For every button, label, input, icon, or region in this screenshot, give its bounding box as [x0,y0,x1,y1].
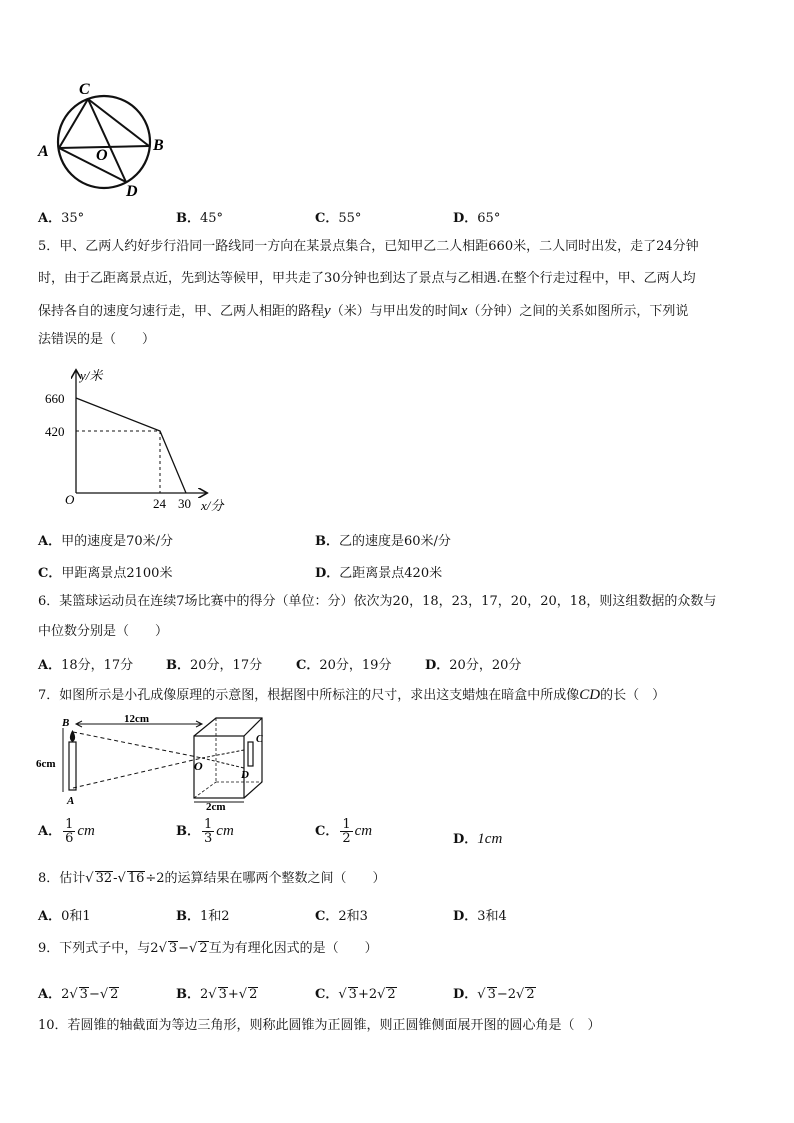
q6-option-a[interactable]: A．18分，17分 [38,658,134,673]
q10-text-line: 10．若圆锥的轴截面为等边三角形，则称此圆锥为正圆锥，则正圆锥侧面展开图的圆心角是（ ） [38,1018,601,1033]
q5-text-line-3: 保持各自的速度匀速行走，甲、乙两人相距的路程y（米）与甲出发的时间x（分钟）之间的关系如图所示，下列说 [38,303,689,319]
q4-option-c[interactable]: C．55° [315,211,362,226]
q4-option-a[interactable]: A．35° [38,211,85,226]
q4-option-b[interactable]: B．45° [176,211,224,226]
q5-text-line-1: 5．甲、乙两人约好步行沿同一路线同一方向在某景点集合，已知甲乙二人相距660米，二人同时出发，走了24分钟 [38,239,699,254]
point-D-label: D [126,183,138,198]
q9-option-a[interactable]: A．2√ 3−√ 2 [38,987,119,1002]
q9-option-b[interactable]: B．2√ 3+√ 2 [176,987,258,1002]
q6-option-c[interactable]: C．20分，19分 [296,658,392,673]
q7-option-d[interactable]: D．1cm [453,831,503,847]
q9-option-c[interactable]: C．√ 3+2√ 2 [315,987,396,1002]
q6-option-d[interactable]: D．20分，20分 [425,658,522,673]
q8-option-b[interactable]: B．1和2 [176,909,230,924]
q4-option-d[interactable]: D．65° [453,211,501,226]
q7-option-a[interactable]: A． $\frac{1}{6}$ cm [38,817,95,846]
y-tick-420: 420 [45,424,65,439]
q5-option-c[interactable]: C．甲距离景点2100米 [38,566,173,581]
y-axis-label: y/米 [80,368,103,383]
q6-option-b[interactable]: B．20分，17分 [166,658,263,673]
dim-12cm: 12cm [124,713,150,725]
q9-option-d[interactable]: D．√ 3−2√ 2 [453,987,535,1002]
point-C-label: C [79,81,90,98]
q5-text-line-2: 时，由于乙距离景点近，先到达等候甲，甲共走了30分钟也到达了景点与乙相遇.在整个行走过程中，甲、乙两人均 [38,271,696,286]
q6-text-line-1: 6．某篮球运动员在连续7场比赛中的得分（单位：分）依次为20，18，23，17，20，20，18，则这组数据的众数与 [38,594,717,609]
point-A-label: A [67,795,75,807]
q9-text-line: 9．下列式子中，与2√ 3−√ 2互为有理化因式的是（ ） [38,941,378,956]
q8-text-line: 8．估计√ 32-√ 16÷2的运算结果在哪两个整数之间（ ） [38,871,386,886]
q5-option-a[interactable]: A．甲的速度是70米/分 [38,534,174,549]
origin-label: O [65,492,75,507]
point-O-label: O [194,759,203,773]
x-tick-24: 24 [153,496,166,511]
point-D-label: D [241,769,249,781]
point-B-label: B [62,717,70,729]
dim-2cm: 2cm [206,801,226,812]
point-B-label: B [153,137,164,154]
dim-6cm: 6cm [36,758,56,770]
q5-option-b[interactable]: B．乙的速度是60米/分 [315,534,451,549]
q8-option-a[interactable]: A．0和1 [38,909,91,924]
q6-text-line-2: 中位数分别是（ ） [38,624,169,639]
x-tick-30: 30 [178,496,191,511]
point-A-label: A [38,143,49,160]
pinhole-camera-figure [36,712,276,812]
q5-option-d[interactable]: D．乙距离景点420米 [315,566,443,581]
point-O-label: O [96,147,108,164]
q7-option-c[interactable]: C． $\frac{1}{2}$ cm [315,817,373,846]
x-axis-label: x/分 [201,498,224,513]
point-C-label: C [256,734,263,745]
q8-option-d[interactable]: D．3和4 [453,909,507,924]
q5-text-line-4: 法错误的是（ ） [38,332,156,347]
y-tick-660: 660 [45,391,65,406]
circle-figure [36,78,176,198]
q7-text-line: 7．如图所示是小孔成像原理的示意图，根据图中所标注的尺寸，求出这支蜡烛在暗盒中所成像CD的长（ ） [38,687,666,703]
q7-option-b[interactable]: B． $\frac{1}{3}$ cm [176,817,234,846]
distance-time-graph [38,365,248,515]
q8-option-c[interactable]: C．2和3 [315,909,368,924]
